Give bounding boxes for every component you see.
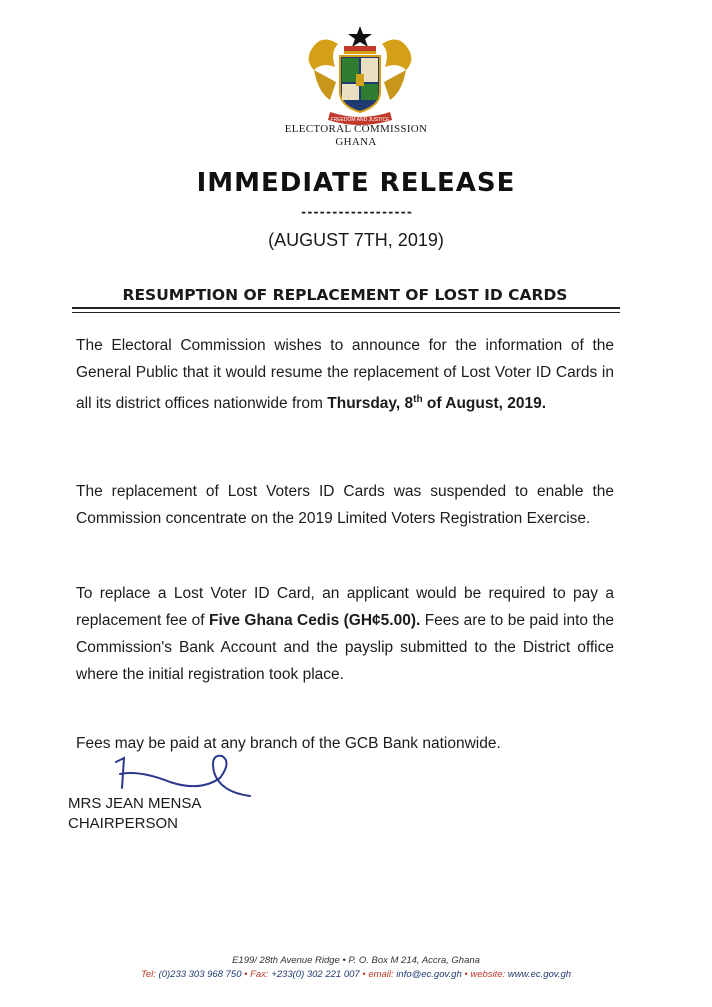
footer-contacts: Tel: (0)233 303 968 750 • Fax: +233(0) 302 221 007 • email: info@ec.gov.gh • website: www.ec.gov.gh xyxy=(140,969,572,980)
signatory-name: MRS JEAN MENSA xyxy=(68,795,202,812)
paragraph-bank: Fees may be paid at any branch of the GCB Bank nationwide. xyxy=(76,735,501,752)
footer-tel: (0)233 303 968 750 xyxy=(158,969,242,980)
org-line-1: ELECTORAL COMMISSION xyxy=(284,123,428,135)
signatory-block xyxy=(68,794,201,834)
footer-address: E199/ 28th Avenue Ridge • P. O. Box M 214, Accra, Ghana xyxy=(232,955,480,966)
paragraph-announcement: The Electoral Commission wishes to announce for the information of the General Public that it would resume the replacement of Lost Voter ID Cards in all its district offices nationwide from Thursday, 8th of August, 2019. xyxy=(76,337,614,413)
title-dashes: ------------------ xyxy=(299,205,413,219)
release-date: (AUGUST 7TH, 2019) xyxy=(268,230,444,250)
signatory-role: CHAIRPERSON xyxy=(68,815,179,832)
svg-text:FREEDOM AND JUSTICE: FREEDOM AND JUSTICE xyxy=(330,117,390,123)
release-title: IMMEDIATE RELEASE xyxy=(196,168,516,198)
organization-name xyxy=(0,123,712,149)
subject-rule-thick xyxy=(72,307,620,309)
release-subject: RESUMPTION OF REPLACEMENT OF LOST ID CARDS xyxy=(122,286,568,304)
footer-email-link[interactable]: info@ec.gov.gh xyxy=(396,969,462,980)
paragraph-fee: To replace a Lost Voter ID Card, an applicant would be required to pay a replacement fee of Five Ghana Cedis (GH¢5.00). Fees are to be paid into the Commission's Bank Account and the payslip submitted to the District office where the initial registration took place. xyxy=(76,585,614,683)
footer-fax: +233(0) 302 221 007 xyxy=(271,969,360,980)
ghana-coat-of-arms-logo xyxy=(300,22,420,132)
footer-website-link[interactable]: www.ec.gov.gh xyxy=(507,969,572,980)
org-line-2: GHANA xyxy=(335,136,377,148)
subject-rule-thin xyxy=(72,312,620,313)
paragraph-suspension: The replacement of Lost Voters ID Cards was suspended to enable the Commission concentrate on the 2019 Limited Voters Registration Exercise. xyxy=(76,483,614,527)
